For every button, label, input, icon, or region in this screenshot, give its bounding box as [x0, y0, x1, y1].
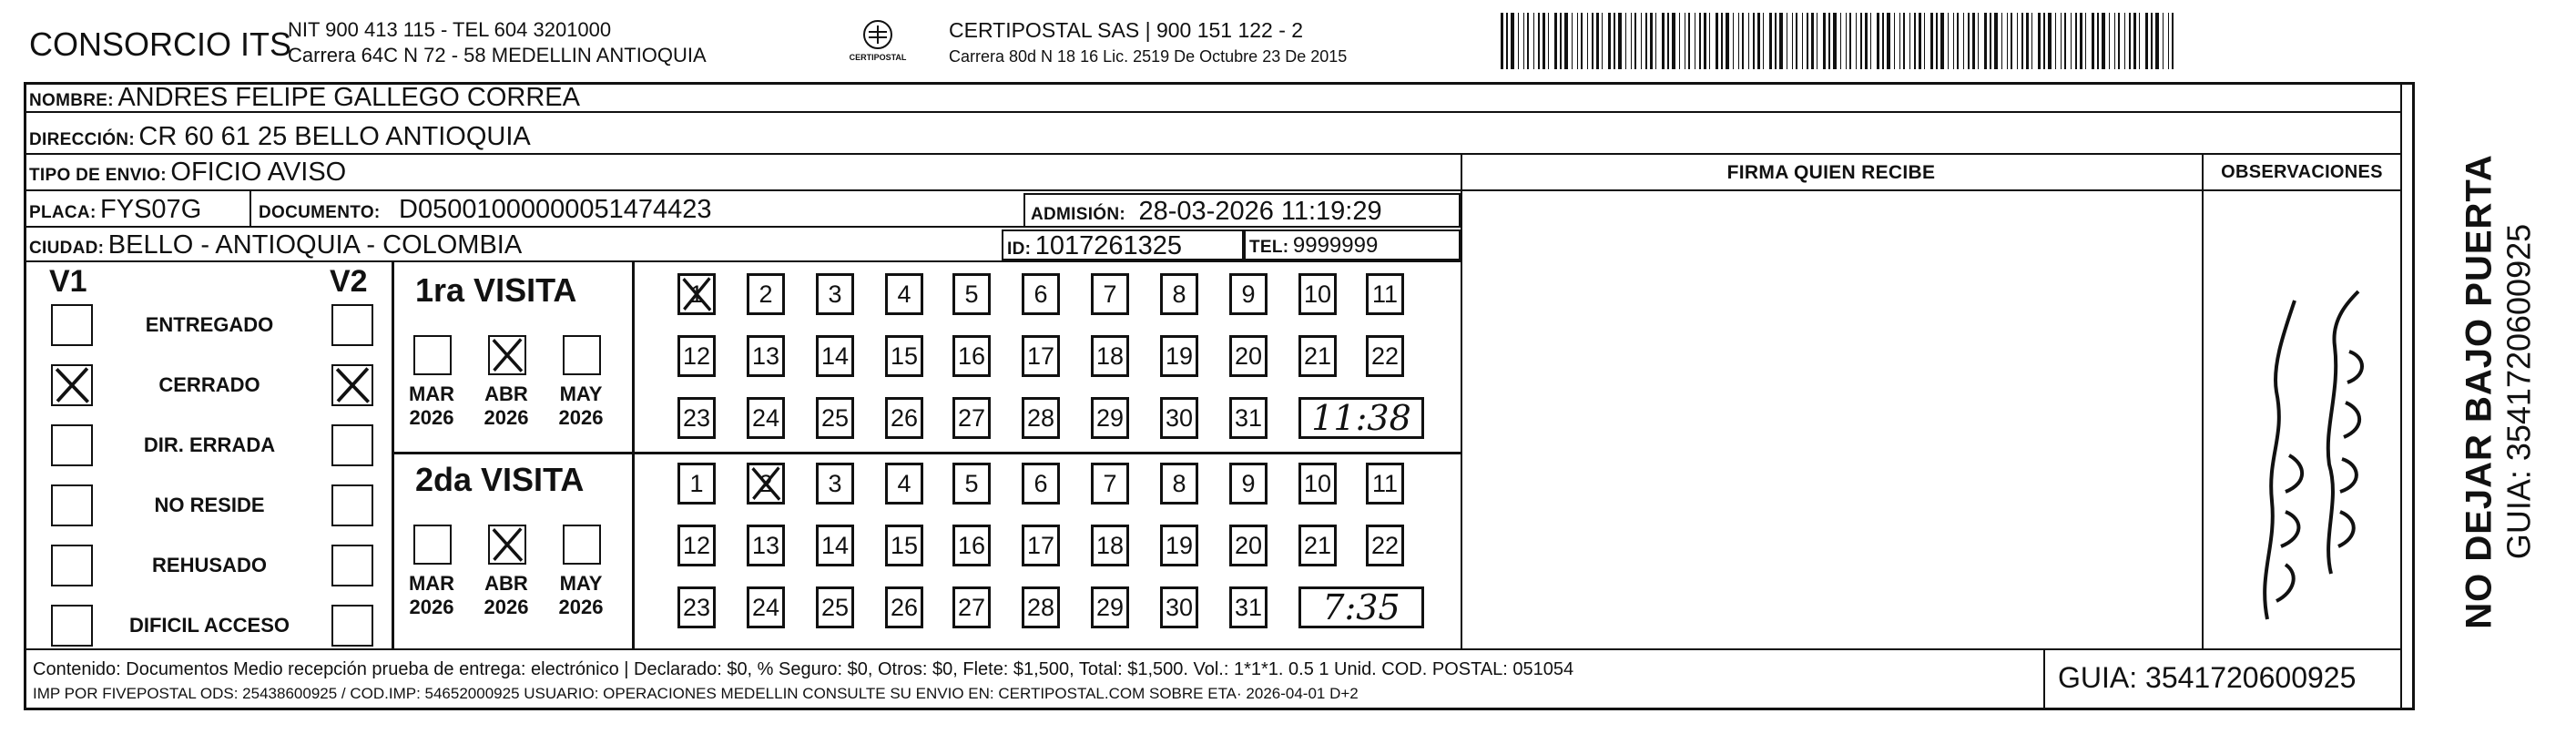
day-cell[interactable]: 29 [1091, 397, 1129, 439]
id-value: 1017261325 [1034, 231, 1182, 260]
side-divider [2400, 84, 2402, 709]
direccion-row [29, 118, 531, 151]
status-label: DIFICIL ACCESO [128, 614, 290, 637]
day-cell[interactable]: 14 [816, 335, 854, 377]
day-cell[interactable]: 20 [1229, 335, 1268, 377]
admision-value: 28-03-2026 11:19:29 [1138, 197, 1382, 226]
month-label: MAR 2026 [408, 382, 455, 429]
day-cell[interactable]: 5 [952, 463, 991, 505]
placa-value: FYS07G [100, 195, 202, 224]
day-cell[interactable]: 19 [1160, 525, 1198, 566]
day-cell[interactable]: 22 [1366, 335, 1404, 377]
day-cell[interactable]: 11 [1366, 273, 1404, 315]
month-label: MAY 2026 [558, 382, 604, 429]
documento-row [259, 191, 712, 226]
day-cell[interactable]: 4 [885, 273, 923, 315]
logo-text: CERTIPOSTAL [849, 53, 907, 62]
day-cell[interactable]: 9 [1229, 273, 1268, 315]
day-cell[interactable]: 13 [747, 335, 785, 377]
placa-row [29, 191, 201, 226]
nombre-label: NOMBRE: [29, 91, 114, 110]
day-cell[interactable]: 1 [677, 463, 716, 505]
day-cell[interactable]: 23 [677, 586, 716, 628]
day-cell[interactable]: 20 [1229, 525, 1268, 566]
status-label: DIR. ERRADA [143, 433, 276, 456]
day-cell[interactable]: 28 [1022, 397, 1060, 439]
day-cell[interactable]: 18 [1091, 525, 1129, 566]
v1-header: V1 [49, 264, 87, 299]
header-line [1461, 189, 2400, 191]
day-cell[interactable]: 26 [885, 397, 923, 439]
visit-title: 2da VISITA [415, 461, 585, 498]
v1-checkbox[interactable] [51, 605, 93, 647]
x-mark-icon [53, 366, 91, 404]
day-cell[interactable]: 14 [816, 525, 854, 566]
admision-label: ADMISIÓN: [1031, 205, 1126, 224]
day-cell[interactable]: 25 [816, 586, 854, 628]
nombre-row [29, 82, 580, 111]
status-label: NO RESIDE [154, 494, 265, 516]
day-cell[interactable]: 27 [952, 586, 991, 628]
day-cell[interactable]: 18 [1091, 335, 1129, 377]
day-cell[interactable]: 15 [885, 525, 923, 566]
tipo-row [29, 155, 346, 188]
id-row [1007, 229, 1182, 260]
ciudad-row [29, 228, 522, 260]
day-cell[interactable]: 19 [1160, 335, 1198, 377]
visit-divider [392, 452, 1461, 454]
observaciones-header: OBSERVACIONES [2221, 162, 2383, 182]
day-cell[interactable]: 12 [677, 335, 716, 377]
v2-checkbox[interactable] [331, 424, 373, 466]
status-divider [392, 262, 394, 648]
day-cell[interactable]: 22 [1366, 525, 1404, 566]
day-cell[interactable]: 11 [1366, 463, 1404, 505]
signature-header: FIRMA QUIEN RECIBE [1726, 162, 1936, 183]
barcode [1501, 13, 2180, 69]
day-cell[interactable]: 31 [1229, 586, 1268, 628]
day-cell[interactable]: 30 [1160, 586, 1198, 628]
month-label: ABR 2026 [484, 382, 529, 429]
day-cell[interactable]: 16 [952, 335, 991, 377]
day-cell[interactable]: 10 [1298, 273, 1337, 315]
v2-checkbox[interactable] [331, 484, 373, 526]
month-checkbox[interactable] [413, 335, 452, 375]
v2-checkbox[interactable] [331, 364, 373, 406]
v1-checkbox[interactable] [51, 484, 93, 526]
carrier-name: CERTIPOSTAL SAS | 900 151 122 - 2 [949, 18, 1304, 42]
day-cell[interactable]: 17 [1022, 525, 1060, 566]
visit-title: 1ra VISITA [415, 271, 577, 309]
x-mark-icon [490, 337, 524, 373]
day-cell[interactable]: 29 [1091, 586, 1129, 628]
x-mark-icon [680, 276, 713, 312]
ciudad-value: BELLO - ANTIOQUIA - COLOMBIA [107, 230, 523, 260]
side-warning: NO DEJAR BAJO PUERTA [2459, 154, 2500, 629]
direccion-value: CR 60 61 25 BELLO ANTIOQUIA [138, 122, 531, 151]
day-cell[interactable]: 15 [885, 335, 923, 377]
day-cell[interactable]: 5 [952, 273, 991, 315]
company-nit: NIT 900 413 115 - TEL 604 3201000 [288, 18, 612, 41]
placa-label: PLACA: [29, 203, 97, 222]
day-cell[interactable]: 6 [1022, 273, 1060, 315]
day-cell[interactable]: 23 [677, 397, 716, 439]
footer-divider [2043, 648, 2045, 709]
footer-guia: GUIA: 3541720600925 [2058, 661, 2357, 694]
tel-value: 9999999 [1292, 233, 1379, 258]
row-line [24, 153, 2400, 155]
footer-imp: IMP POR FIVEPOSTAL ODS: 25438600925 / COD.IMP: 54652000925 USUARIO: OPERACIONES MEDELLIN CONSULTE SU ENVIO EN: CERTIPOSTAL.COM SOBRE ETA· 2026-04-01 D+2 [33, 685, 1359, 702]
day-cell[interactable]: 24 [747, 397, 785, 439]
v1-checkbox[interactable] [51, 364, 93, 406]
documento-label: DOCUMENTO: [259, 203, 381, 222]
day-cell[interactable]: 8 [1160, 463, 1198, 505]
day-cell[interactable]: 16 [952, 525, 991, 566]
visit-time: 11:38 [1298, 397, 1424, 439]
observaciones-left-border [2202, 153, 2204, 648]
day-cell[interactable]: 3 [816, 273, 854, 315]
documento-value: D05001000000051474423 [399, 195, 712, 224]
day-cell[interactable]: 26 [885, 586, 923, 628]
x-mark-icon [749, 465, 782, 502]
status-label: REHUSADO [152, 554, 267, 576]
month-label: MAR 2026 [408, 572, 455, 618]
month-checkbox[interactable] [413, 525, 452, 565]
v2-checkbox[interactable] [331, 304, 373, 346]
day-cell[interactable]: 2 [747, 273, 785, 315]
day-cell[interactable]: 12 [677, 525, 716, 566]
day-cell[interactable]: 24 [747, 586, 785, 628]
certipostal-logo [841, 16, 914, 67]
day-cell[interactable]: 7 [1091, 463, 1129, 505]
v2-checkbox[interactable] [331, 545, 373, 586]
day-cell[interactable]: 9 [1229, 463, 1268, 505]
company-address: Carrera 64C N 72 - 58 MEDELLIN ANTIOQUIA [288, 44, 707, 66]
v1-checkbox[interactable] [51, 424, 93, 466]
day-cell[interactable]: 8 [1160, 273, 1198, 315]
day-cell[interactable]: 1 [677, 273, 716, 315]
x-mark-icon [333, 366, 372, 404]
v2-header: V2 [330, 264, 368, 299]
tel-label: TEL: [1249, 238, 1289, 257]
v1-checkbox[interactable] [51, 545, 93, 586]
handwritten-observation [2222, 273, 2395, 637]
day-cell[interactable]: 31 [1229, 397, 1268, 439]
direccion-label: DIRECCIÓN: [29, 130, 135, 149]
footer-contenido: Contenido: Documentos Medio recepción prueba de entrega: electrónico | Declarado: $0, % Seguro: $0, Otros: $0, Flete: $1,500, Total: $1,500. Vol.: 1*1*1. 0.5 1 Unid. COD. POSTAL: 051054 [33, 659, 1574, 679]
tipo-value: OFICIO AVISO [170, 158, 347, 187]
month-checkbox[interactable] [563, 525, 601, 565]
status-label: CERRADO [158, 373, 260, 396]
id-label: ID: [1007, 240, 1032, 259]
row-line [24, 260, 1461, 262]
month-label: ABR 2026 [484, 572, 529, 618]
month-checkbox[interactable] [488, 525, 526, 565]
v2-checkbox[interactable] [331, 605, 373, 647]
day-cell[interactable]: 10 [1298, 463, 1337, 505]
day-cell[interactable]: 30 [1160, 397, 1198, 439]
day-cell[interactable]: 17 [1022, 335, 1060, 377]
day-cell[interactable]: 25 [816, 397, 854, 439]
month-checkbox[interactable] [563, 335, 601, 375]
day-cell[interactable]: 21 [1298, 525, 1337, 566]
nombre-value: ANDRES FELIPE GALLEGO CORREA [117, 83, 580, 112]
status-label: ENTREGADO [145, 313, 274, 336]
day-cell[interactable]: 7 [1091, 273, 1129, 315]
day-cell[interactable]: 13 [747, 525, 785, 566]
tel-row [1249, 229, 1378, 260]
x-mark-icon [490, 526, 524, 563]
day-cell[interactable]: 4 [885, 463, 923, 505]
admision-row [1031, 193, 1382, 228]
tipo-label: TIPO DE ENVIO: [29, 166, 167, 185]
day-cell[interactable]: 27 [952, 397, 991, 439]
month-checkbox[interactable] [488, 335, 526, 375]
company-name: CONSORCIO ITS [29, 25, 292, 63]
signature-left-border [1461, 153, 1462, 648]
visit-time: 7:35 [1298, 586, 1424, 628]
ciudad-label: CIUDAD: [29, 239, 105, 258]
status-divider [632, 262, 635, 648]
side-guia: GUIA: 3541720600925 [2500, 223, 2538, 560]
day-cell[interactable]: 2 [747, 463, 785, 505]
month-label: MAY 2026 [558, 572, 604, 618]
cell-divider [249, 191, 251, 226]
day-cell[interactable]: 6 [1022, 463, 1060, 505]
row-line [24, 189, 1461, 191]
day-cell[interactable]: 28 [1022, 586, 1060, 628]
day-cell[interactable]: 21 [1298, 335, 1337, 377]
carrier-address: Carrera 80d N 18 16 Lic. 2519 De Octubre 23 De 2015 [949, 47, 1348, 66]
day-cell[interactable]: 3 [816, 463, 854, 505]
v1-checkbox[interactable] [51, 304, 93, 346]
